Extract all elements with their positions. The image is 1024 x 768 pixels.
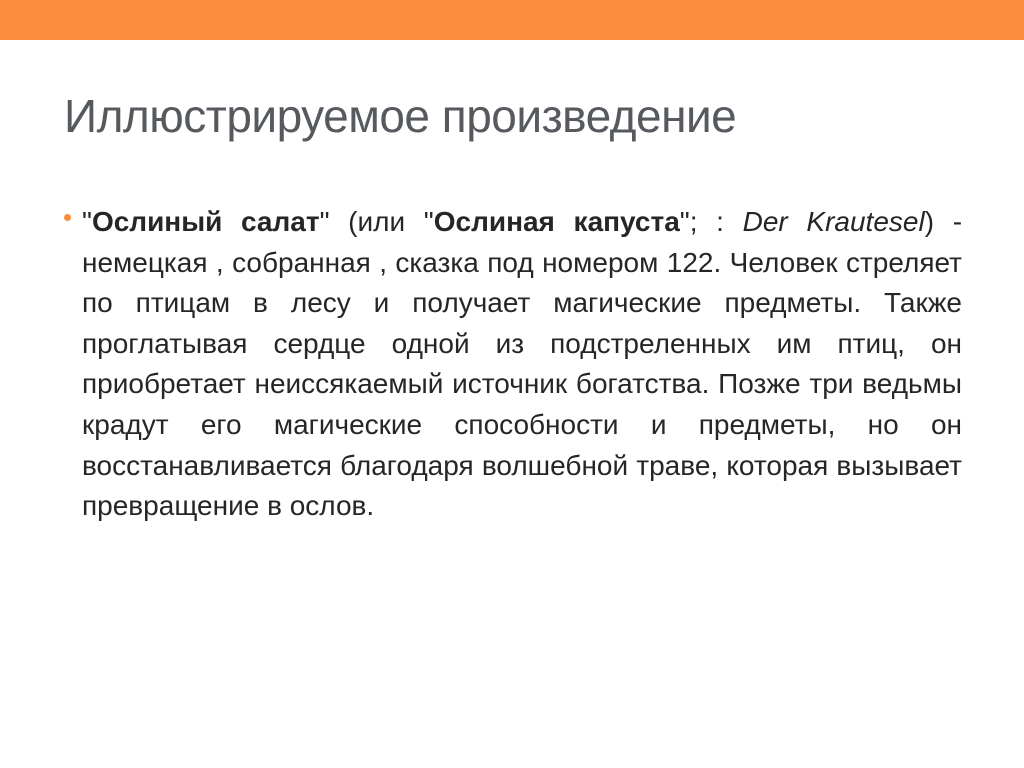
slide-title: Иллюстрируемое произведение (64, 90, 737, 142)
text-segment-2: " (или " (319, 206, 434, 237)
quote-open: " (82, 206, 92, 237)
bullet-text (82, 202, 962, 527)
bold-title-1: Ослиный салат (91, 206, 320, 237)
italic-original-title: Der Krautesel (742, 206, 925, 237)
top-accent-bar (0, 0, 1024, 40)
bullet-dot-icon (64, 214, 71, 221)
text-segment-rest: ) - немецкая , собранная , сказка под номером 122. Человек стреляет по птицам в лесу и получает магические предметы. Также проглатывая сердце одной из подстреленных им птиц, он приобретает неиссякаемый источник богатства. Позже три ведьмы крадут его магические способности и предметы, но он восстанавливается благодаря волшебной траве, которая вызывает превращение в ослов. (82, 206, 963, 522)
bullet-item (64, 202, 962, 527)
slide-body (64, 202, 962, 527)
text-segment-3: "; : (679, 206, 743, 237)
bold-title-2: Ослиная капуста (433, 206, 680, 237)
